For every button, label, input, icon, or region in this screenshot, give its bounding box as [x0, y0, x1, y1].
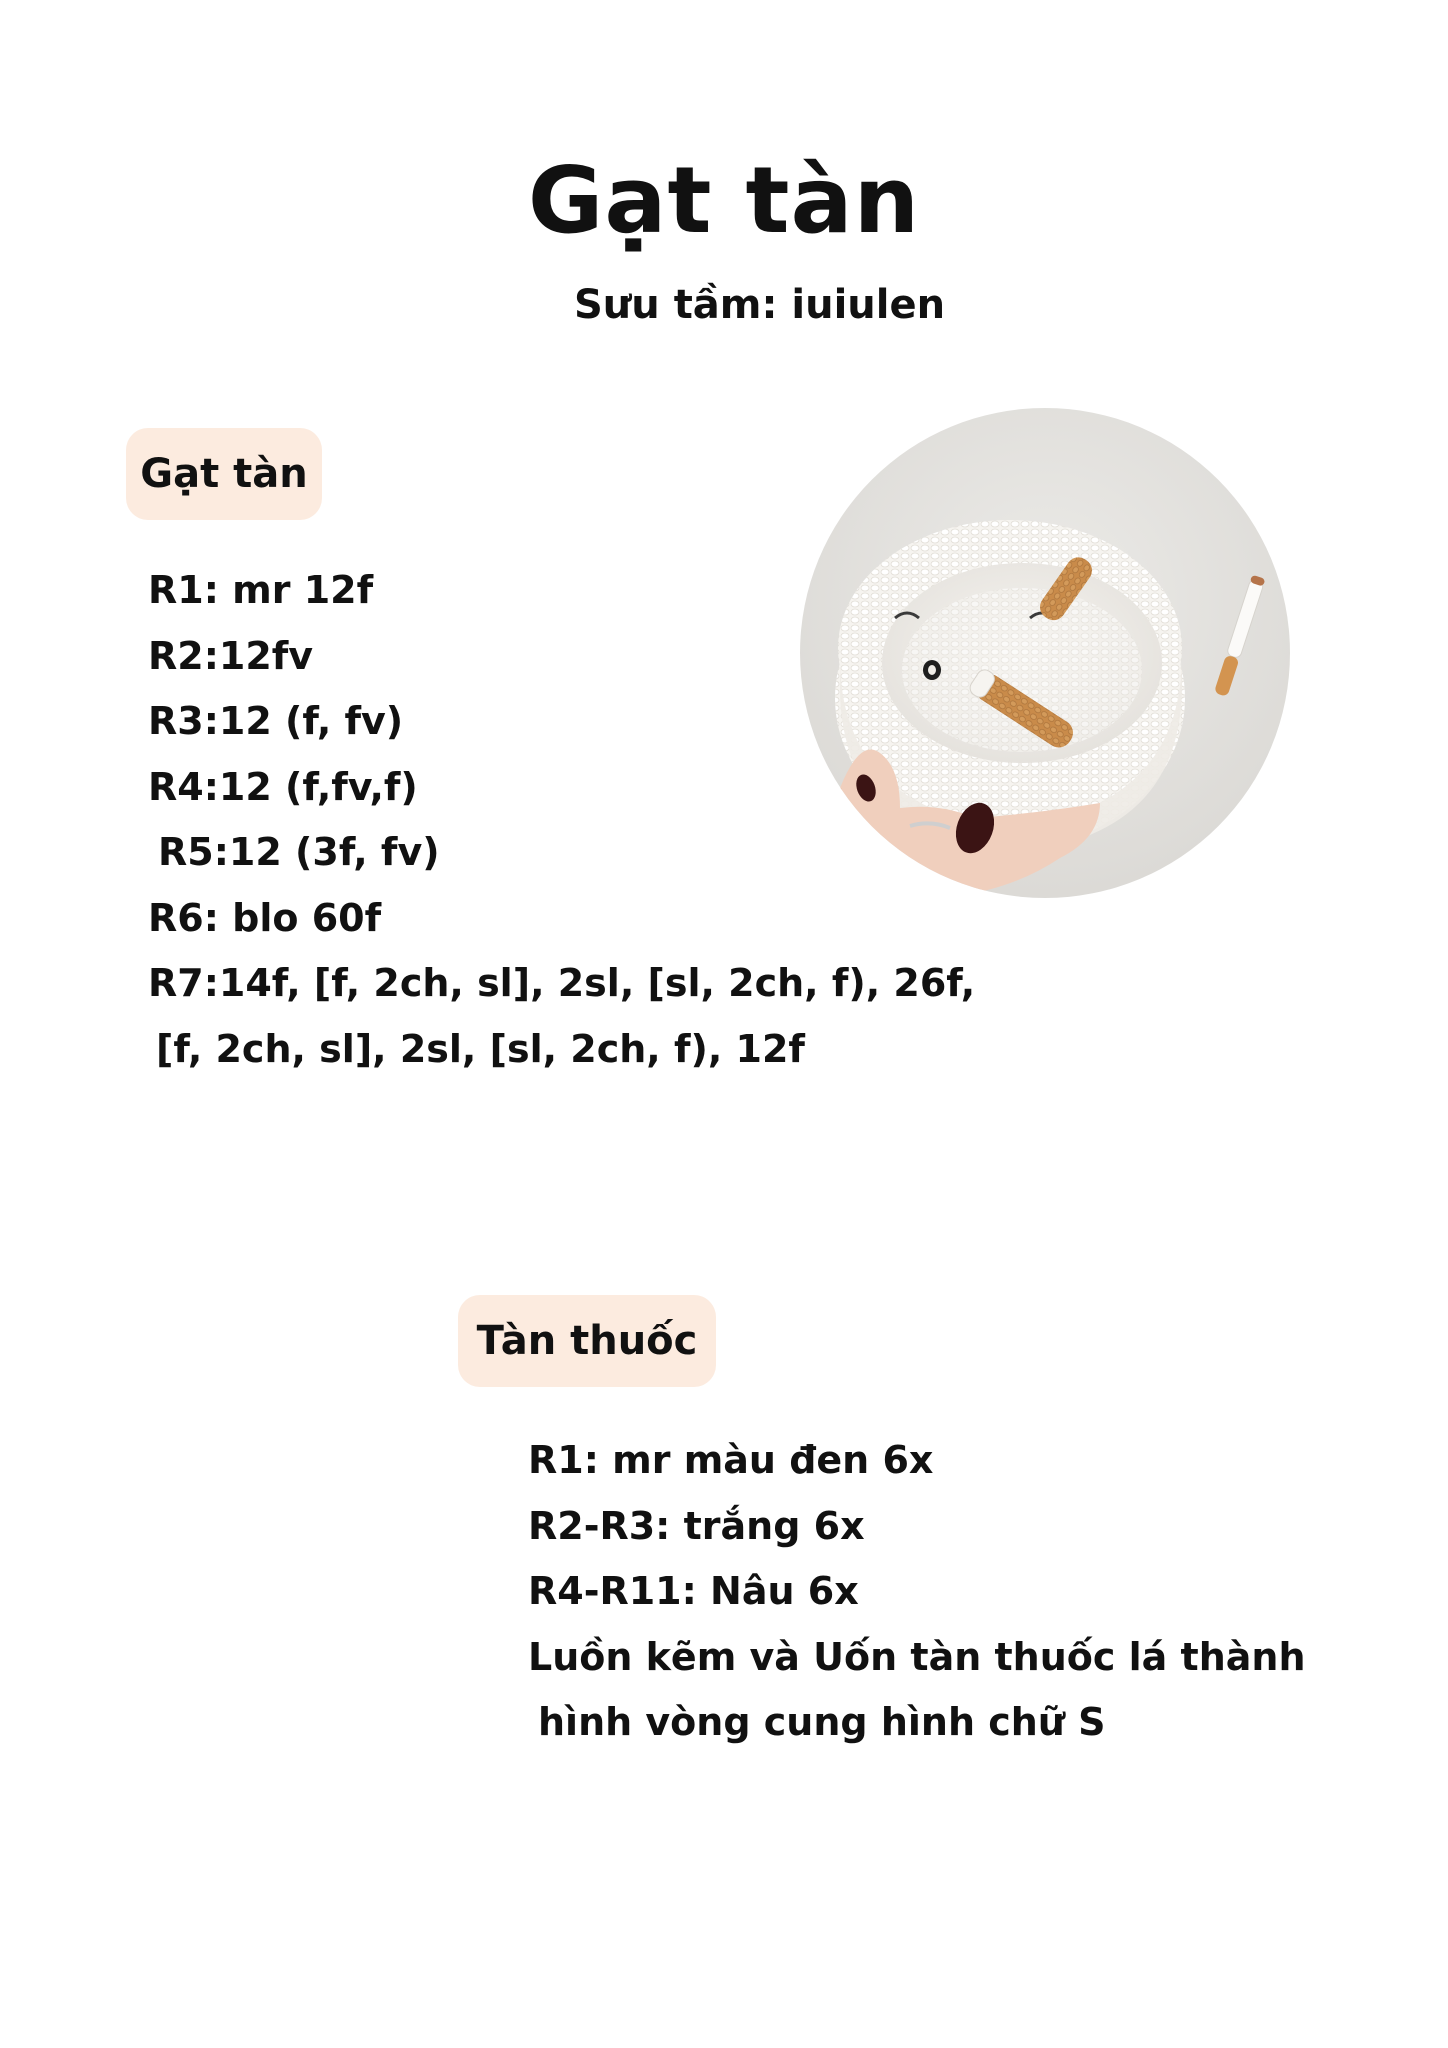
pattern-row: R7:14f, [f, 2ch, sl], 2sl, [sl, 2ch, f), 26f,	[148, 961, 976, 1005]
section-label-cigarette: Tàn thuốc	[458, 1295, 716, 1387]
section-label-ashtray: Gạt tàn	[126, 428, 322, 520]
pattern-row: R6: blo 60f	[148, 895, 382, 940]
pattern-row: R5:12 (3f, fv)	[158, 830, 440, 874]
pattern-row: R1: mr 12f	[148, 568, 374, 612]
cigarette-pattern-list	[528, 1428, 1306, 1756]
pattern-row: R3:12 (f, fv)	[148, 699, 404, 743]
pattern-row: R2:12fv	[148, 633, 314, 678]
pattern-row: R1: mr màu đen 6x	[528, 1438, 934, 1482]
page-title: Gạt tàn	[527, 147, 921, 254]
pattern-row: hình vòng cung hình chữ S	[538, 1700, 1106, 1744]
page-subtitle: Sưu tầm: iuiulen	[574, 282, 946, 328]
pattern-row: R2-R3: trắng 6x	[528, 1503, 865, 1548]
pattern-row: R4-R11: Nâu 6x	[528, 1569, 859, 1613]
ashtray-photo	[800, 408, 1290, 898]
pattern-row: [f, 2ch, sl], 2sl, [sl, 2ch, f), 12f	[156, 1026, 805, 1071]
pattern-row: R4:12 (f,fv,f)	[148, 764, 418, 809]
pattern-row: Luồn kẽm và Uốn tàn thuốc lá thành	[528, 1634, 1306, 1679]
